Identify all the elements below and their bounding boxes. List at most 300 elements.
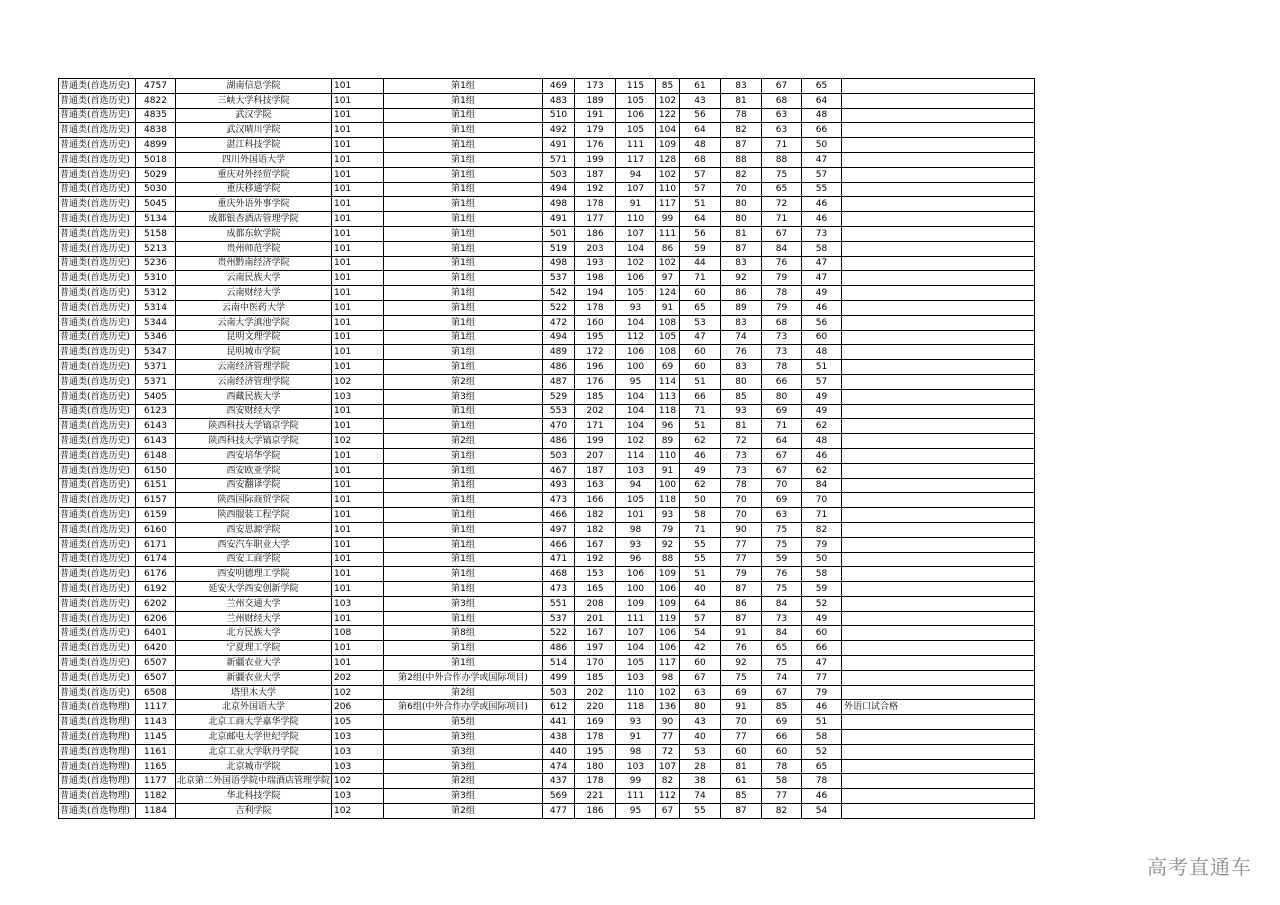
subject-score-1-cell: 71 — [680, 271, 721, 286]
subject-score-1-cell: 51 — [680, 567, 721, 582]
remark-cell — [842, 182, 1035, 197]
total-score-cell: 438 — [543, 730, 575, 745]
category-cell: 普通类(首选历史) — [59, 374, 136, 389]
subject-score-2-cell: 86 — [721, 596, 762, 611]
category-cell: 普通类(首选历史) — [59, 493, 136, 508]
group-name-cell: 第3组 — [384, 389, 543, 404]
total-score-cell: 571 — [543, 152, 575, 167]
total-score-cell: 503 — [543, 685, 575, 700]
table-row — [59, 715, 1035, 730]
subject-score-4-cell: 65 — [802, 79, 842, 94]
subject-score-4-cell: 58 — [802, 730, 842, 745]
subject-score-4-cell: 79 — [802, 685, 842, 700]
subject-score-3-cell: 67 — [762, 226, 802, 241]
subject-score-4-cell: 54 — [802, 804, 842, 819]
group-name-cell: 第1组 — [384, 315, 543, 330]
foreign-language-score-cell: 79 — [656, 522, 680, 537]
school-name-cell: 四川外国语大学 — [176, 152, 332, 167]
remark-cell — [842, 271, 1035, 286]
category-cell: 普通类(首选历史) — [59, 419, 136, 434]
remark-cell — [842, 552, 1035, 567]
total-score-cell: 437 — [543, 774, 575, 789]
table-row — [59, 804, 1035, 819]
subject-score-1-cell: 65 — [680, 300, 721, 315]
total-score-cell: 468 — [543, 567, 575, 582]
total-score-cell: 612 — [543, 700, 575, 715]
table-row — [59, 537, 1035, 552]
foreign-language-score-cell: 98 — [656, 670, 680, 685]
school-code-cell: 1145 — [136, 730, 176, 745]
table-row — [59, 345, 1035, 360]
foreign-language-score-cell: 102 — [656, 167, 680, 182]
group-name-cell: 第1组 — [384, 182, 543, 197]
group-name-cell: 第2组 — [384, 804, 543, 819]
remark-cell — [842, 330, 1035, 345]
foreign-language-score-cell: 136 — [656, 700, 680, 715]
subject-score-2-cell: 61 — [721, 774, 762, 789]
subject-score-2-cell: 78 — [721, 478, 762, 493]
subject-score-2-cell: 73 — [721, 463, 762, 478]
school-code-cell: 6143 — [136, 434, 176, 449]
group-code-cell: 108 — [332, 626, 384, 641]
group-code-cell: 103 — [332, 744, 384, 759]
school-name-cell: 贵州师范学院 — [176, 241, 332, 256]
math-score-cell: 106 — [616, 345, 656, 360]
group-code-cell: 101 — [332, 404, 384, 419]
chinese-score-cell: 179 — [575, 123, 616, 138]
subject-score-2-cell: 91 — [721, 700, 762, 715]
school-code-cell: 6148 — [136, 448, 176, 463]
category-cell: 普通类(首选历史) — [59, 108, 136, 123]
school-code-cell: 6420 — [136, 641, 176, 656]
school-name-cell: 吉利学院 — [176, 804, 332, 819]
school-code-cell: 6192 — [136, 582, 176, 597]
foreign-language-score-cell: 67 — [656, 804, 680, 819]
subject-score-1-cell: 60 — [680, 360, 721, 375]
group-code-cell: 101 — [332, 286, 384, 301]
subject-score-1-cell: 54 — [680, 626, 721, 641]
subject-score-2-cell: 92 — [721, 656, 762, 671]
school-name-cell: 西安明德理工学院 — [176, 567, 332, 582]
subject-score-4-cell: 84 — [802, 478, 842, 493]
foreign-language-score-cell: 106 — [656, 626, 680, 641]
category-cell: 普通类(首选历史) — [59, 404, 136, 419]
subject-score-4-cell: 79 — [802, 537, 842, 552]
subject-score-3-cell: 78 — [762, 286, 802, 301]
school-name-cell: 西藏民族大学 — [176, 389, 332, 404]
group-code-cell: 103 — [332, 759, 384, 774]
foreign-language-score-cell: 104 — [656, 123, 680, 138]
total-score-cell: 510 — [543, 108, 575, 123]
subject-score-4-cell: 65 — [802, 759, 842, 774]
school-code-cell: 1161 — [136, 744, 176, 759]
table-row — [59, 626, 1035, 641]
subject-score-4-cell: 60 — [802, 330, 842, 345]
category-cell: 普通类(首选物理) — [59, 730, 136, 745]
group-name-cell: 第1组 — [384, 286, 543, 301]
remark-cell — [842, 212, 1035, 227]
math-score-cell: 100 — [616, 582, 656, 597]
subject-score-4-cell: 48 — [802, 345, 842, 360]
subject-score-4-cell: 58 — [802, 567, 842, 582]
math-score-cell: 111 — [616, 789, 656, 804]
school-name-cell: 贵州黔南经济学院 — [176, 256, 332, 271]
school-name-cell: 兰州财经大学 — [176, 611, 332, 626]
group-name-cell: 第1组 — [384, 345, 543, 360]
math-score-cell: 102 — [616, 256, 656, 271]
subject-score-2-cell: 70 — [721, 715, 762, 730]
subject-score-1-cell: 56 — [680, 226, 721, 241]
table-row — [59, 197, 1035, 212]
math-score-cell: 93 — [616, 300, 656, 315]
school-name-cell: 陕西服装工程学院 — [176, 508, 332, 523]
subject-score-1-cell: 53 — [680, 315, 721, 330]
subject-score-2-cell: 75 — [721, 670, 762, 685]
math-score-cell: 105 — [616, 123, 656, 138]
subject-score-3-cell: 67 — [762, 79, 802, 94]
remark-cell — [842, 804, 1035, 819]
remark-cell — [842, 315, 1035, 330]
category-cell: 普通类(首选历史) — [59, 226, 136, 241]
group-code-cell: 101 — [332, 641, 384, 656]
table-row — [59, 478, 1035, 493]
total-score-cell: 542 — [543, 286, 575, 301]
subject-score-2-cell: 83 — [721, 315, 762, 330]
school-name-cell: 兰州交通大学 — [176, 596, 332, 611]
total-score-cell: 498 — [543, 197, 575, 212]
category-cell: 普通类(首选历史) — [59, 93, 136, 108]
table-row — [59, 271, 1035, 286]
school-code-cell: 5371 — [136, 360, 176, 375]
school-name-cell: 陕西科技大学镐京学院 — [176, 419, 332, 434]
group-name-cell: 第1组 — [384, 463, 543, 478]
remark-cell — [842, 434, 1035, 449]
category-cell: 普通类(首选历史) — [59, 256, 136, 271]
group-code-cell: 101 — [332, 108, 384, 123]
subject-score-1-cell: 48 — [680, 138, 721, 153]
chinese-score-cell: 191 — [575, 108, 616, 123]
math-score-cell: 93 — [616, 537, 656, 552]
school-code-cell: 4835 — [136, 108, 176, 123]
total-score-cell: 493 — [543, 478, 575, 493]
subject-score-3-cell: 84 — [762, 241, 802, 256]
total-score-cell: 519 — [543, 241, 575, 256]
subject-score-3-cell: 68 — [762, 93, 802, 108]
total-score-cell: 474 — [543, 759, 575, 774]
group-name-cell: 第1组 — [384, 419, 543, 434]
math-score-cell: 117 — [616, 152, 656, 167]
group-code-cell: 101 — [332, 493, 384, 508]
subject-score-4-cell: 62 — [802, 419, 842, 434]
group-code-cell: 101 — [332, 567, 384, 582]
subject-score-2-cell: 69 — [721, 685, 762, 700]
subject-score-1-cell: 53 — [680, 744, 721, 759]
school-code-cell: 5314 — [136, 300, 176, 315]
chinese-score-cell: 172 — [575, 345, 616, 360]
chinese-score-cell: 196 — [575, 360, 616, 375]
total-score-cell: 503 — [543, 448, 575, 463]
total-score-cell: 497 — [543, 522, 575, 537]
subject-score-3-cell: 67 — [762, 685, 802, 700]
school-code-cell: 1117 — [136, 700, 176, 715]
group-code-cell: 103 — [332, 389, 384, 404]
math-score-cell: 98 — [616, 522, 656, 537]
remark-cell — [842, 759, 1035, 774]
school-code-cell: 6171 — [136, 537, 176, 552]
group-name-cell: 第1组 — [384, 330, 543, 345]
table-row — [59, 226, 1035, 241]
group-name-cell: 第1组 — [384, 212, 543, 227]
school-code-cell: 4899 — [136, 138, 176, 153]
group-name-cell: 第3组 — [384, 730, 543, 745]
foreign-language-score-cell: 117 — [656, 656, 680, 671]
table-row — [59, 182, 1035, 197]
group-name-cell: 第1组 — [384, 123, 543, 138]
subject-score-2-cell: 81 — [721, 759, 762, 774]
foreign-language-score-cell: 107 — [656, 759, 680, 774]
subject-score-4-cell: 50 — [802, 138, 842, 153]
group-name-cell: 第1组 — [384, 537, 543, 552]
subject-score-4-cell: 82 — [802, 522, 842, 537]
table-row — [59, 138, 1035, 153]
subject-score-1-cell: 40 — [680, 730, 721, 745]
category-cell: 普通类(首选物理) — [59, 744, 136, 759]
total-score-cell: 486 — [543, 434, 575, 449]
total-score-cell: 537 — [543, 271, 575, 286]
subject-score-4-cell: 77 — [802, 670, 842, 685]
subject-score-1-cell: 57 — [680, 167, 721, 182]
subject-score-3-cell: 79 — [762, 300, 802, 315]
table-row — [59, 152, 1035, 167]
group-code-cell: 202 — [332, 670, 384, 685]
table-row — [59, 434, 1035, 449]
school-code-cell: 6159 — [136, 508, 176, 523]
math-score-cell: 102 — [616, 434, 656, 449]
foreign-language-score-cell: 90 — [656, 715, 680, 730]
category-cell: 普通类(首选历史) — [59, 271, 136, 286]
chinese-score-cell: 186 — [575, 226, 616, 241]
total-score-cell: 472 — [543, 315, 575, 330]
math-score-cell: 107 — [616, 182, 656, 197]
total-score-cell: 522 — [543, 300, 575, 315]
table-row — [59, 79, 1035, 94]
table-row — [59, 700, 1035, 715]
subject-score-1-cell: 67 — [680, 670, 721, 685]
foreign-language-score-cell: 106 — [656, 641, 680, 656]
foreign-language-score-cell: 118 — [656, 404, 680, 419]
subject-score-1-cell: 56 — [680, 108, 721, 123]
chinese-score-cell: 171 — [575, 419, 616, 434]
foreign-language-score-cell: 88 — [656, 552, 680, 567]
foreign-language-score-cell: 92 — [656, 537, 680, 552]
math-score-cell: 101 — [616, 508, 656, 523]
foreign-language-score-cell: 118 — [656, 493, 680, 508]
foreign-language-score-cell: 85 — [656, 79, 680, 94]
subject-score-2-cell: 81 — [721, 419, 762, 434]
total-score-cell: 441 — [543, 715, 575, 730]
group-name-cell: 第3组 — [384, 744, 543, 759]
total-score-cell: 553 — [543, 404, 575, 419]
math-score-cell: 94 — [616, 167, 656, 182]
foreign-language-score-cell: 102 — [656, 685, 680, 700]
group-code-cell: 103 — [332, 730, 384, 745]
subject-score-4-cell: 49 — [802, 286, 842, 301]
category-cell: 普通类(首选历史) — [59, 360, 136, 375]
school-code-cell: 5312 — [136, 286, 176, 301]
subject-score-1-cell: 57 — [680, 611, 721, 626]
subject-score-4-cell: 78 — [802, 774, 842, 789]
group-name-cell: 第3组 — [384, 596, 543, 611]
subject-score-4-cell: 66 — [802, 641, 842, 656]
math-score-cell: 93 — [616, 715, 656, 730]
remark-cell — [842, 226, 1035, 241]
group-code-cell: 101 — [332, 537, 384, 552]
remark-cell — [842, 478, 1035, 493]
subject-score-4-cell: 73 — [802, 226, 842, 241]
math-score-cell: 104 — [616, 404, 656, 419]
subject-score-2-cell: 80 — [721, 374, 762, 389]
foreign-language-score-cell: 93 — [656, 508, 680, 523]
category-cell: 普通类(首选物理) — [59, 789, 136, 804]
foreign-language-score-cell: 111 — [656, 226, 680, 241]
group-code-cell: 101 — [332, 256, 384, 271]
foreign-language-score-cell: 117 — [656, 197, 680, 212]
remark-cell — [842, 286, 1035, 301]
school-name-cell: 塔里木大学 — [176, 685, 332, 700]
school-code-cell: 5310 — [136, 271, 176, 286]
total-score-cell: 471 — [543, 552, 575, 567]
school-name-cell: 云南中医药大学 — [176, 300, 332, 315]
remark-cell — [842, 508, 1035, 523]
subject-score-1-cell: 68 — [680, 152, 721, 167]
table-row — [59, 744, 1035, 759]
school-name-cell: 武汉晴川学院 — [176, 123, 332, 138]
subject-score-3-cell: 84 — [762, 626, 802, 641]
subject-score-4-cell: 66 — [802, 123, 842, 138]
school-name-cell: 北京外国语大学 — [176, 700, 332, 715]
remark-cell — [842, 123, 1035, 138]
chinese-score-cell: 199 — [575, 152, 616, 167]
foreign-language-score-cell: 102 — [656, 93, 680, 108]
chinese-score-cell: 208 — [575, 596, 616, 611]
school-code-cell: 6206 — [136, 611, 176, 626]
total-score-cell: 499 — [543, 670, 575, 685]
subject-score-3-cell: 64 — [762, 434, 802, 449]
category-cell: 普通类(首选历史) — [59, 315, 136, 330]
subject-score-4-cell: 71 — [802, 508, 842, 523]
subject-score-1-cell: 60 — [680, 286, 721, 301]
remark-cell — [842, 241, 1035, 256]
chinese-score-cell: 177 — [575, 212, 616, 227]
subject-score-3-cell: 76 — [762, 567, 802, 582]
subject-score-3-cell: 75 — [762, 656, 802, 671]
group-name-cell: 第1组 — [384, 552, 543, 567]
subject-score-2-cell: 87 — [721, 804, 762, 819]
group-code-cell: 101 — [332, 197, 384, 212]
school-code-cell: 5213 — [136, 241, 176, 256]
chinese-score-cell: 189 — [575, 93, 616, 108]
subject-score-1-cell: 51 — [680, 419, 721, 434]
group-code-cell: 101 — [332, 419, 384, 434]
subject-score-3-cell: 84 — [762, 596, 802, 611]
table-row — [59, 404, 1035, 419]
subject-score-1-cell: 55 — [680, 804, 721, 819]
foreign-language-score-cell: 91 — [656, 300, 680, 315]
school-name-cell: 北京邮电大学世纪学院 — [176, 730, 332, 745]
total-score-cell: 477 — [543, 804, 575, 819]
subject-score-4-cell: 46 — [802, 789, 842, 804]
group-name-cell: 第1组 — [384, 93, 543, 108]
subject-score-3-cell: 63 — [762, 508, 802, 523]
total-score-cell: 503 — [543, 167, 575, 182]
school-name-cell: 昆明文理学院 — [176, 330, 332, 345]
subject-score-4-cell: 49 — [802, 404, 842, 419]
category-cell: 普通类(首选历史) — [59, 611, 136, 626]
category-cell: 普通类(首选历史) — [59, 552, 136, 567]
table-row — [59, 685, 1035, 700]
category-cell: 普通类(首选物理) — [59, 774, 136, 789]
group-name-cell: 第1组 — [384, 167, 543, 182]
watermark-text: 高考直通车 — [1147, 855, 1252, 879]
foreign-language-score-cell: 102 — [656, 256, 680, 271]
total-score-cell: 537 — [543, 611, 575, 626]
category-cell: 普通类(首选历史) — [59, 596, 136, 611]
subject-score-3-cell: 75 — [762, 582, 802, 597]
group-name-cell: 第3组 — [384, 789, 543, 804]
remark-cell — [842, 789, 1035, 804]
subject-score-3-cell: 75 — [762, 167, 802, 182]
school-name-cell: 成都东软学院 — [176, 226, 332, 241]
chinese-score-cell: 166 — [575, 493, 616, 508]
group-name-cell: 第2组 — [384, 374, 543, 389]
school-code-cell: 6401 — [136, 626, 176, 641]
total-score-cell: 473 — [543, 582, 575, 597]
remark-cell — [842, 374, 1035, 389]
school-code-cell: 6507 — [136, 656, 176, 671]
table-row — [59, 493, 1035, 508]
chinese-score-cell: 187 — [575, 167, 616, 182]
math-score-cell: 96 — [616, 552, 656, 567]
school-code-cell: 5030 — [136, 182, 176, 197]
school-name-cell: 昆明城市学院 — [176, 345, 332, 360]
total-score-cell: 469 — [543, 79, 575, 94]
math-score-cell: 104 — [616, 315, 656, 330]
remark-cell — [842, 108, 1035, 123]
math-score-cell: 99 — [616, 774, 656, 789]
group-code-cell: 101 — [332, 611, 384, 626]
group-name-cell: 第5组 — [384, 715, 543, 730]
subject-score-2-cell: 70 — [721, 493, 762, 508]
subject-score-4-cell: 48 — [802, 434, 842, 449]
group-code-cell: 103 — [332, 596, 384, 611]
subject-score-1-cell: 64 — [680, 212, 721, 227]
subject-score-2-cell: 80 — [721, 212, 762, 227]
subject-score-1-cell: 28 — [680, 759, 721, 774]
foreign-language-score-cell: 89 — [656, 434, 680, 449]
remark-cell — [842, 93, 1035, 108]
school-code-cell: 6151 — [136, 478, 176, 493]
foreign-language-score-cell: 108 — [656, 345, 680, 360]
subject-score-1-cell: 44 — [680, 256, 721, 271]
chinese-score-cell: 186 — [575, 804, 616, 819]
group-name-cell: 第1组 — [384, 152, 543, 167]
math-score-cell: 104 — [616, 419, 656, 434]
remark-cell — [842, 685, 1035, 700]
school-code-cell: 4838 — [136, 123, 176, 138]
group-code-cell: 103 — [332, 789, 384, 804]
school-name-cell: 北京工商大学嘉华学院 — [176, 715, 332, 730]
school-name-cell: 湛江科技学院 — [176, 138, 332, 153]
